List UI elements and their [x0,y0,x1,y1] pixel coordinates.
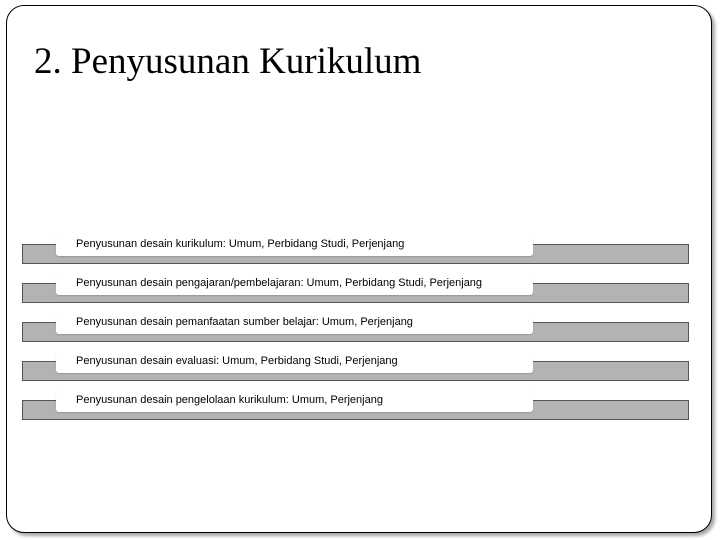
list-item-label-box [56,312,533,334]
list-item [0,351,720,391]
list-item-label-box [56,273,533,295]
list-item-text: Penyusunan desain pemanfaatan sumber belajar: Umum, Perjenjang [76,316,413,328]
list-item-label-box [56,390,533,412]
list-item-text: Penyusunan desain pengelolaan kurikulum: Umum, Perjenjang [76,394,383,406]
list-item-text: Penyusunan desain kurikulum: Umum, Perbidang Studi, Perjenjang [76,238,405,250]
list-item [0,234,720,274]
list-item-label-box [56,234,533,256]
list-item-text: Penyusunan desain evaluasi: Umum, Perbidang Studi, Perjenjang [76,355,398,367]
slide-title: 2. Penyusunan Kurikulum [34,41,422,82]
list-item [0,312,720,352]
list-item [0,390,720,430]
list-item [0,273,720,313]
list-item-text: Penyusunan desain pengajaran/pembelajaran: Umum, Perbidang Studi, Perjenjang [76,277,483,289]
list-item-label-box [56,351,533,373]
